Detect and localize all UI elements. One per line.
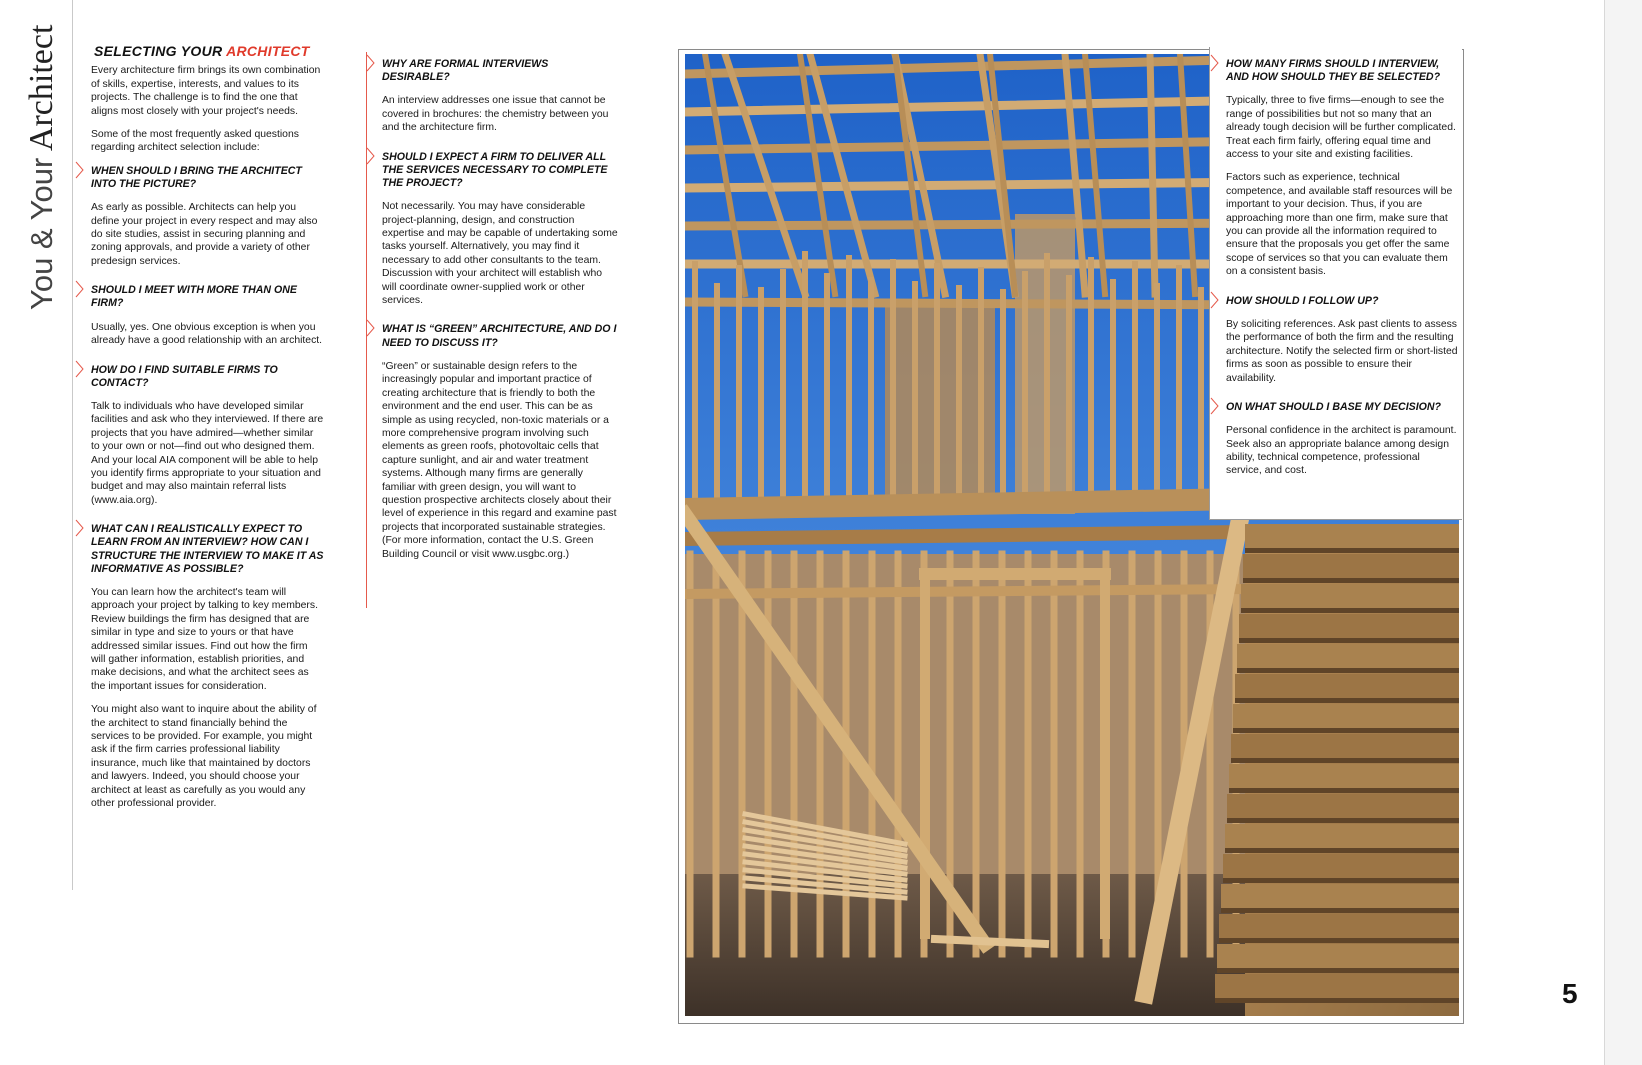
faq-question [382,58,618,84]
sidebar-title-main: Architect [23,24,60,152]
intro-paragraph: Some of the most frequently asked questions regarding architect selection include: [91,129,299,154]
faq-question [91,284,324,310]
faq-question [382,151,618,191]
faq-question-text: WHEN SHOULD I BRING THE ARCHITECT INTO THE PICTURE? [91,164,302,191]
faq-item [382,151,618,308]
faq-item [1226,401,1458,478]
chevron-right-icon [366,147,376,165]
faq-item [91,364,324,508]
faq-item [91,284,324,347]
faq-answer: Factors such as experience, technical competence, and available staff resources will be important to your decision. Thus, if you are approaching more than one firm, make sure that you can provide all the information required to ensure that the proposals you get offer the same scope of services so that you can evaluate them on a consistent basis. [1226,172,1453,278]
faq-question [91,364,324,390]
faq-question-text: WHY ARE FORMAL INTERVIEWS DESIRABLE? [382,58,549,84]
faq-answer: Not necessarily. You may have considerable project-planning, design, and construction expertise and may be capable of undertaking some tasks yourself. Alternatively, you may find it necessary to add other consultants to the team. Discussion with your architect will establish who will coordinate owner-supplied work or other services. [382,201,618,307]
faq-answer: Usually, yes. One obvious exception is when you already have a good relationship with an architect. [91,321,323,347]
chevron-right-icon [366,319,376,337]
faq-answer: Talk to individuals who have developed similar facilities and ask who they interviewed. If there are projects that you have admired—whether similar to your own or not—find out who designed them. And your local AIA component will be able to help you identify firms appropriate to your situation and budget and may also maintain referral lists (www.aia.org). [91,400,324,506]
sidebar-title-prefix: You & Your [24,157,59,310]
chevron-right-icon [1210,291,1220,309]
faq-list [382,58,618,577]
faq-question [382,323,618,349]
faq-item [382,323,618,561]
chevron-right-icon [75,280,85,298]
sidebar-title [12,10,72,310]
column-3 [1226,58,1458,494]
faq-list [1226,58,1458,494]
faq-question-text: SHOULD I EXPECT A FIRM TO DELIVER ALL THE SERVICES NECESSARY TO COMPLETE THE PROJECT? [382,150,608,190]
faq-question [1226,58,1458,84]
faq-question-text: HOW MANY FIRMS SHOULD I INTERVIEW, AND HOW SHOULD THEY BE SELECTED? [1226,58,1441,84]
section-title-accent: ARCHITECT [226,43,310,59]
chevron-right-icon [1210,54,1220,72]
faq-question [91,165,324,191]
faq-question-text: SHOULD I MEET WITH MORE THAN ONE FIRM? [91,284,297,310]
faq-answer: Typically, three to five firms—enough to see the range of possibilities but not so many that an already tough decision will be further complicated. Treat each firm fairly, offering equal time and access to your site and existing facilities. [1226,95,1456,161]
faq-list [91,165,324,827]
faq-item [91,523,324,810]
faq-question-text: WHAT CAN I REALISTICALLY EXPECT TO LEARN FROM AN INTERVIEW? HOW CAN I STRUCTURE THE INTERVIEW TO MAKE IT AS INFORMATIVE AS POSSIBLE? [91,523,324,575]
chevron-right-icon [75,519,85,537]
section-title [94,45,324,58]
page-edge [1604,0,1642,1065]
chevron-right-icon [366,54,376,72]
faq-question [1226,401,1458,414]
faq-question-text: WHAT IS “GREEN” ARCHITECTURE, AND DO I NEED TO DISCUSS IT? [382,323,617,349]
intro-paragraph: Every architecture firm brings its own combination of skills, expertise, interests, and values to its projects. The challenge is to find the one that aligns most closely with your project's needs. [91,65,321,117]
section-title-part1: SELECTING YOUR [94,43,227,59]
faq-answer: As early as possible. Architects can help you define your project in every respect and may also do site studies, assist in securing planning and zoning approvals, and provide a variety of other predesign services. [91,202,318,267]
chevron-right-icon [75,161,85,179]
chevron-right-icon [75,360,85,378]
faq-question [91,523,324,576]
faq-question-text: HOW DO I FIND SUITABLE FIRMS TO CONTACT? [91,363,278,389]
faq-answer: By soliciting references. Ask past clients to assess the performance of both the firm and the resulting architecture. Notify the selected firm or short-listed firms as soon as possible to ensure their availability. [1226,318,1458,384]
faq-answer: “Green” or sustainable design refers to the increasingly popular and important practice of creating architecture that is friendly to both the environment and the end user. This can be as simple as using recycled, non-toxic materials or a more comprehensive program involving such elements as green roofs, photovoltaic cells that capture sunlight, and air and water treatment systems. Although many firms are generally familiar with green design, you will want to question prospective architects closely about their level of experience in this regard and examine past projects that incorporated sustainable strategies. (For more information, contact the U.S. Green Building Council or visit www.usgbc.org.) [382,360,617,560]
faq-answer: Personal confidence in the architect is paramount. Seek also an appropriate balance among design ability, technical competence, professional service, and cost. [1226,425,1457,477]
column-1 [91,45,324,826]
faq-question [1226,295,1458,308]
faq-answer: You might also want to inquire about the ability of the architect to stand financially behind the services to be provided. For example, you might ask if the firm carries professional liability insurance, much like that maintained by doctors and lawyers. Indeed, you should choose your architect at least as carefully as you would any other professional provider. [91,704,317,810]
faq-item [91,165,324,268]
chevron-right-icon [1210,397,1220,415]
faq-answer: An interview addresses one issue that cannot be covered in brochures: the chemistry between you and the architecture firm. [382,95,609,134]
faq-item [382,58,618,135]
page-number: 5 [1562,978,1578,1009]
column-2 [382,58,618,577]
margin-rule [72,0,73,890]
faq-answer: You can learn how the architect's team will approach your project by talking to key members. Review buildings the firm has designed that are similar in type and size to yours or that have addressed similar issues. Find out how the firm will gather information, establish priorities, and make decisions, and what the architect sees as the important issues for consideration. [91,586,318,692]
faq-item [1226,58,1458,279]
faq-item [1226,295,1458,385]
faq-question-text: HOW SHOULD I FOLLOW UP? [1226,294,1379,307]
faq-question-text: ON WHAT SHOULD I BASE MY DECISION? [1226,400,1442,413]
